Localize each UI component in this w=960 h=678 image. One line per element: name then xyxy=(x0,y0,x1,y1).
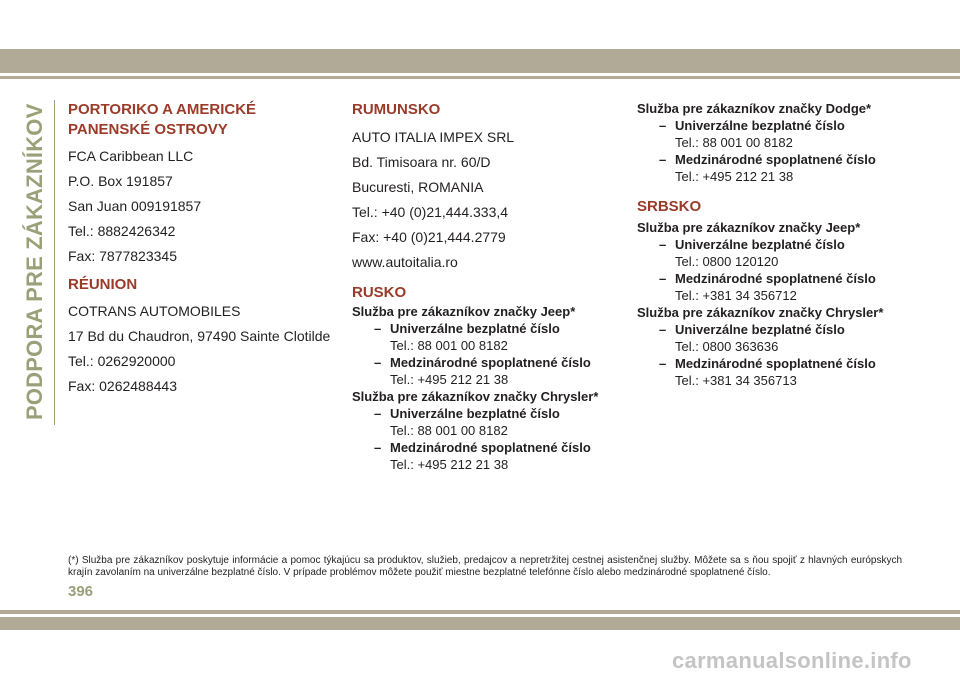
intl-number-label: – Medzinárodné spoplatnené číslo xyxy=(374,355,591,370)
phone-line: Tel.: +495 212 21 38 xyxy=(390,457,509,472)
page-number: 396 xyxy=(68,583,94,600)
fax-line: Fax: 7877823345 xyxy=(68,248,177,264)
column-1 xyxy=(68,100,338,403)
toll-free-label: – Univerzálne bezplatné číslo xyxy=(374,321,560,336)
address-line: 17 Bd du Chaudron, 97490 Sainte Clotilde xyxy=(68,328,331,344)
phone-line: Tel.: 88 001 00 8182 xyxy=(390,423,508,438)
address-line: COTRANS AUTOMOBILES xyxy=(68,303,241,319)
address-line: AUTO ITALIA IMPEX SRL xyxy=(352,129,515,145)
phone-line: Tel.: 88 001 00 8182 xyxy=(390,338,508,353)
intl-number-label: – Medzinárodné spoplatnené číslo xyxy=(659,356,876,371)
phone-line: Tel.: 0262920000 xyxy=(68,353,176,369)
column-3 xyxy=(637,100,927,389)
side-tab-rule xyxy=(54,100,55,425)
heading-russia: RUSKO xyxy=(352,284,407,301)
bottom-decor-rule xyxy=(0,610,960,614)
phone-line: Tel.: 0800 363636 xyxy=(675,339,779,354)
brand-service-jeep: Služba pre zákazníkov značky Jeep* xyxy=(352,304,576,319)
intl-number-label: – Medzinárodné spoplatnené číslo xyxy=(659,152,876,167)
fax-line: Fax: 0262488443 xyxy=(68,378,177,394)
bottom-decor-band xyxy=(0,617,960,630)
phone-line: Tel.: +40 (0)21,444.333,4 xyxy=(352,204,509,220)
toll-free-label: – Univerzálne bezplatné číslo xyxy=(659,118,845,133)
intl-number-label: – Medzinárodné spoplatnené číslo xyxy=(374,440,591,455)
address-line: Bucuresti, ROMANIA xyxy=(352,179,484,195)
website-line: www.autoitalia.ro xyxy=(352,254,458,270)
brand-service-jeep: Služba pre zákazníkov značky Jeep* xyxy=(637,220,861,235)
heading-puerto-rico: PORTORIKO A AMERICKÉ xyxy=(68,101,257,118)
heading-serbia: SRBSKO xyxy=(637,198,702,215)
phone-line: Tel.: +381 34 356712 xyxy=(675,288,797,303)
phone-line: Tel.: +495 212 21 38 xyxy=(675,169,794,184)
phone-line: Tel.: +381 34 356713 xyxy=(675,373,797,388)
phone-line: Tel.: +495 212 21 38 xyxy=(390,372,509,387)
top-decor-band xyxy=(0,49,960,73)
watermark: carmanualsonline.info xyxy=(672,648,912,673)
top-decor-rule xyxy=(0,76,960,79)
phone-line: Tel.: 0800 120120 xyxy=(675,254,779,269)
toll-free-label: – Univerzálne bezplatné číslo xyxy=(659,237,845,252)
address-line: P.O. Box 191857 xyxy=(68,173,173,189)
section-side-tab: PODPORA PRE ZÁKAZNÍKOV xyxy=(22,103,47,420)
fax-line: Fax: +40 (0)21,444.2779 xyxy=(352,229,506,245)
brand-service-chrysler: Služba pre zákazníkov značky Chrysler* xyxy=(637,305,884,320)
footnote: (*) Služba pre zákazníkov poskytuje informácie a pomoc týkajúcu sa produktov, služieb, predajcov a nepretržitej cestnej asistenčnej služby. Môžete sa s ňou spojiť z hlavných európskych krajín zavolaním na univerzálne bezplatné číslo. V prípade problémov môžete použiť miestne bezplatné telefónne číslo alebo medzinárodné spoplatnené číslo. xyxy=(68,555,902,578)
heading-virgin-islands: PANENSKÉ OSTROVY xyxy=(68,121,228,138)
heading-romania: RUMUNSKO xyxy=(352,101,441,118)
phone-line: Tel.: 8882426342 xyxy=(68,223,176,239)
phone-line: Tel.: 88 001 00 8182 xyxy=(675,135,793,150)
toll-free-label: – Univerzálne bezplatné číslo xyxy=(659,322,845,337)
column-2 xyxy=(352,100,622,473)
address-line: FCA Caribbean LLC xyxy=(68,148,194,164)
heading-reunion: RÉUNION xyxy=(68,276,138,293)
address-line: San Juan 009191857 xyxy=(68,198,202,214)
brand-service-chrysler: Služba pre zákazníkov značky Chrysler* xyxy=(352,389,599,404)
toll-free-label: – Univerzálne bezplatné číslo xyxy=(374,406,560,421)
brand-service-dodge: Služba pre zákazníkov značky Dodge* xyxy=(637,101,872,116)
intl-number-label: – Medzinárodné spoplatnené číslo xyxy=(659,271,876,286)
address-line: Bd. Timisoara nr. 60/D xyxy=(352,154,491,170)
